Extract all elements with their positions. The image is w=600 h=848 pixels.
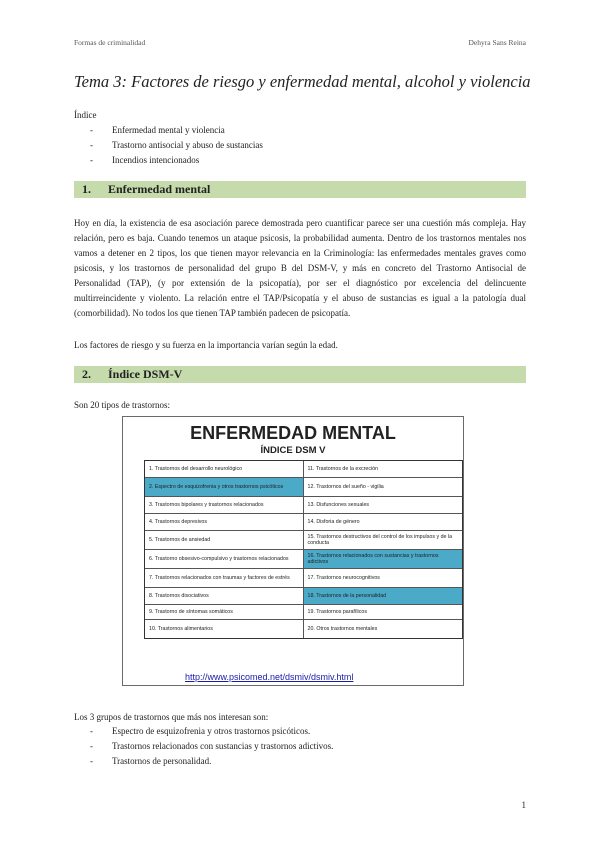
table-cell: 9. Trastorno de síntomas somáticos [145, 605, 304, 620]
header-author: Dehyra Sans Reina [468, 38, 526, 47]
table-cell: 19. Trastornos parafílicos [304, 605, 463, 620]
header-course: Formas de criminalidad [74, 38, 146, 47]
table-cell: 10. Trastornos alimentarios [145, 620, 304, 638]
section-title: Enfermedad mental [108, 182, 211, 196]
table-cell: 6. Trastorno obsesivo-compulsivo y trastornos relacionados [145, 550, 304, 569]
list-item: - Incendios intencionados [90, 155, 200, 165]
table-cell: 15. Trastornos destructivos del control de los impulsos y de la conducta [304, 531, 463, 550]
table-cell: 13. Disfunciones sexuales [304, 497, 463, 514]
section-title: Índice DSM-V [108, 367, 183, 381]
index-label: Índice [74, 110, 97, 120]
table-cell: 20. Otros trastornos mentales [307, 625, 378, 632]
section-number: 2. [82, 367, 91, 381]
table-cell: 17. Trastornos neurocognitivos [304, 569, 463, 588]
table-cell: 5. Trastornos de ansiedad [145, 531, 304, 550]
figure-title: ENFERMEDAD MENTAL [190, 423, 396, 443]
table-cell: 12. Trastornos del sueño - vigilia [304, 478, 463, 497]
document-title: Tema 3: Factores de riesgo y enfermedad mental, alcohol y violencia [74, 72, 531, 91]
table-cell: 16. Trastornos relacionados con sustancias y trastornos adictivos [304, 550, 463, 569]
table-cell: 3. Trastornos bipolares y trastornos relacionados [145, 497, 304, 514]
disorders-intro: Son 20 tipos de trastornos: [74, 400, 170, 410]
list-item: - Espectro de esquizofrenia y otros trastornos psicóticos. [90, 726, 311, 736]
index-list [90, 123, 263, 168]
dsm-index-figure [122, 416, 464, 686]
table-cell: 4. Trastornos depresivos [145, 514, 304, 531]
dsm-disorder-table [144, 460, 463, 639]
source-link[interactable]: http://www.psicomed.net/dsmiv/dsmiv.html [185, 672, 354, 682]
list-item: - Enfermedad mental y violencia [90, 125, 225, 135]
groups-list [90, 724, 333, 769]
table-cell: 8. Trastornos disociativos [145, 588, 304, 605]
table-cell: 14. Disforia de género [304, 514, 463, 531]
table-cell: 18. Trastornos de la personalidad [304, 588, 463, 605]
risk-factors-note: Los factores de riesgo y su fuerza en la importancia varían según la edad. [74, 340, 338, 350]
section-paragraph: Hoy en día, la existencia de esa asociación parece demostrada pero cuantificar parece ser una cuestión más compleja. Hay relación, pero es baja. Cuando tenemos un ataque psicosis, la probabilidad aumenta. Dentro de los trastornos mentales nos vamos a detener en 2 tipos, los que tienen mayor relevancia en la Criminología: las enfermedades mentales graves como psicosis, y los trastornos de personalidad del grupo B del DSM-V, y más en concreto del Trastorno Antisocial de Personalidad (TAP), (y por extensión de la psicopatía), por ser el diagnóstico por excelencia del delincuente multirreincidente y violento. La relación entre el TAP/Psicopatía y el abuso de sustancias es igual a la patología dual (comorbilidad). No todos los que tienen TAP también padecen de psicopatía. [74, 218, 526, 318]
figure-subtitle: ÍNDICE DSM V [260, 445, 326, 456]
groups-intro: Los 3 grupos de trastornos que más nos interesan son: [74, 712, 269, 722]
table-cell: 1. Trastornos del desarrollo neurológico [145, 461, 304, 478]
table-cell: 2. Espectro de esquizofrenia y otros trastornos psicóticos [145, 478, 304, 497]
section-heading-2 [74, 366, 526, 383]
list-item: - Trastorno antisocial y abuso de sustancias [90, 140, 263, 150]
table-cell: 11. Trastornos de la excreción [304, 461, 463, 478]
list-item: - Trastornos de personalidad. [90, 756, 212, 766]
page-number: 1 [521, 800, 526, 810]
section-heading-1 [74, 181, 526, 198]
table-cell: 7. Trastornos relacionados con traumas y factores de estrés [145, 569, 304, 588]
list-item: - Trastornos relacionados con sustancias y trastornos adictivos. [90, 741, 334, 751]
section-number: 1. [82, 182, 91, 196]
